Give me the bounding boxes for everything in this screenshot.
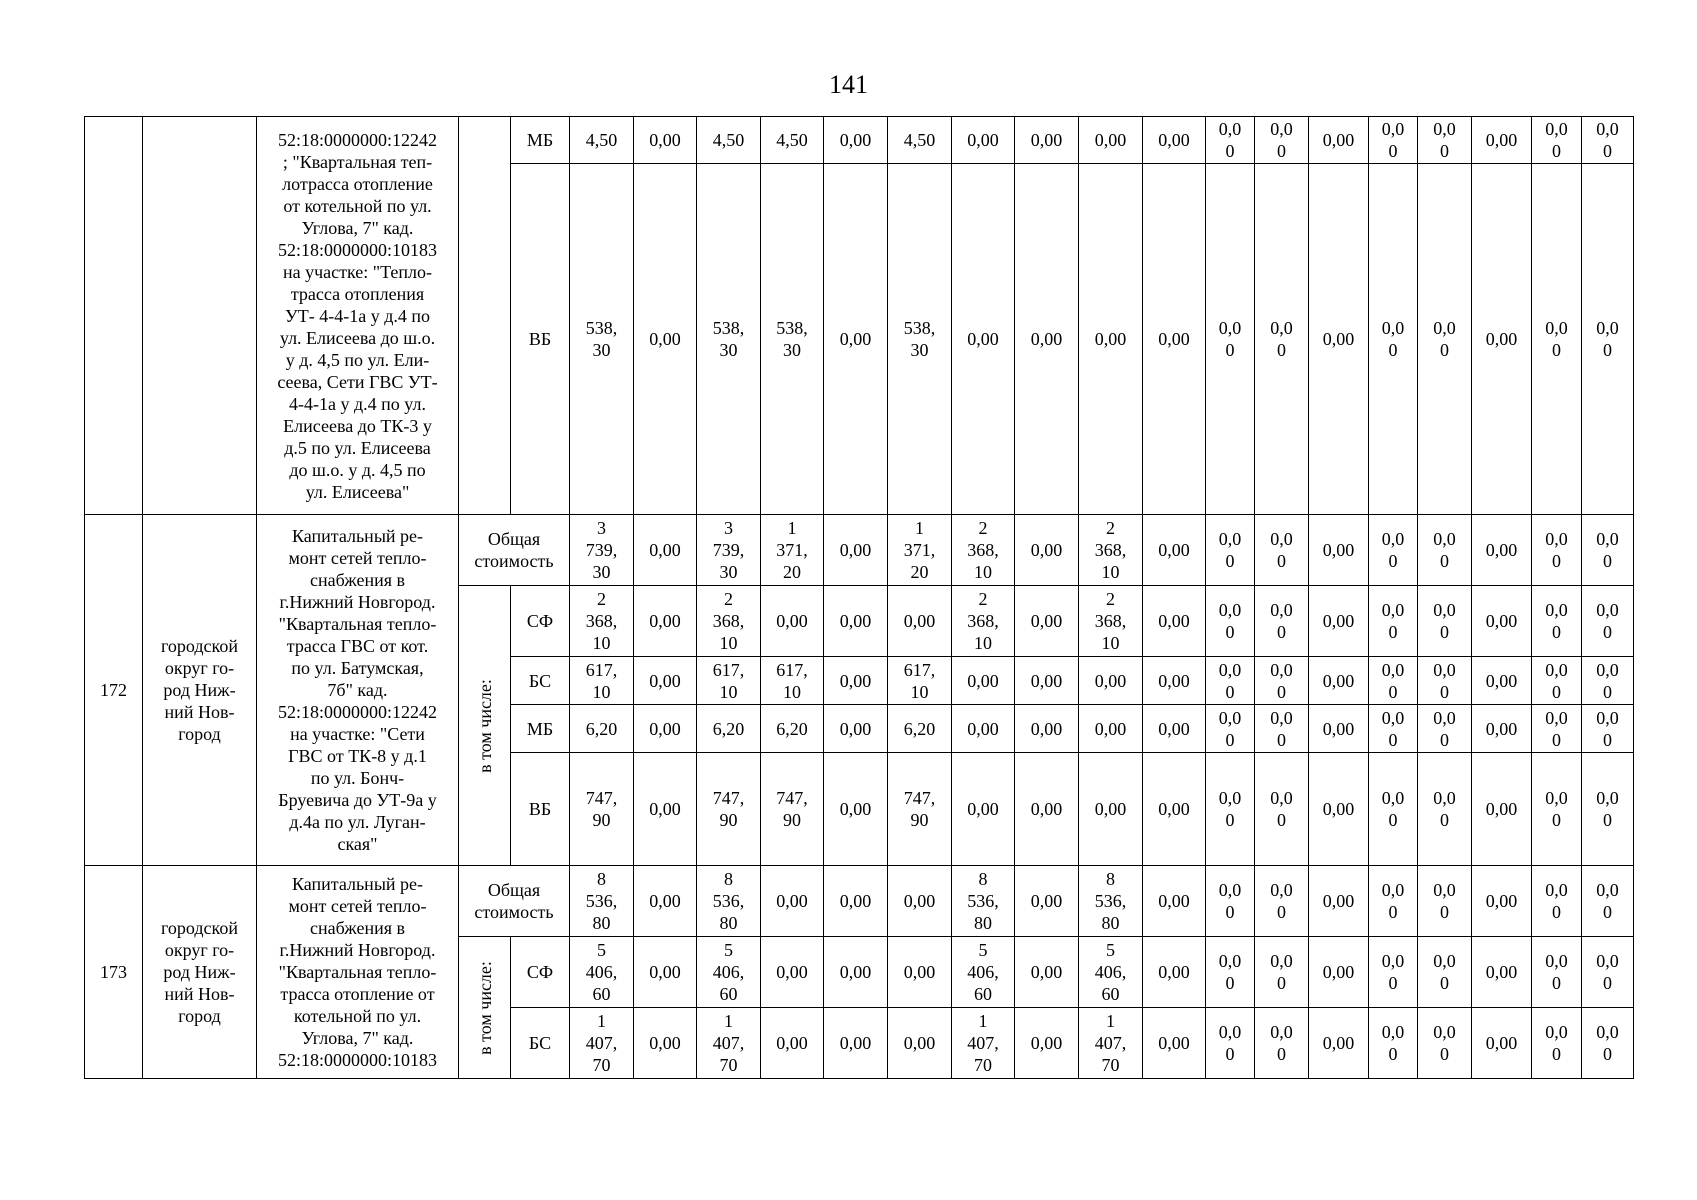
- row-number: [85, 117, 143, 515]
- value-cell: 0,0 0: [1532, 117, 1582, 164]
- value-cell: 0,0 0: [1255, 866, 1309, 937]
- value-cell: 0,0 0: [1418, 657, 1472, 705]
- value-cell: 538, 30: [761, 164, 824, 515]
- value-cell: 617, 10: [697, 657, 761, 705]
- value-cell: 0,0 0: [1532, 657, 1582, 705]
- value-cell: 0,00: [761, 866, 824, 937]
- municipality-cell: городской округ го- род Ниж- ний Нов- город: [143, 866, 257, 1079]
- municipality-cell: [143, 117, 257, 515]
- value-cell: 0,0 0: [1582, 586, 1634, 657]
- value-cell: 0,00: [1143, 657, 1206, 705]
- value-cell: 8 536, 80: [952, 866, 1015, 937]
- value-cell: 0,00: [634, 657, 697, 705]
- value-cell: 0,00: [1143, 866, 1206, 937]
- value-cell: 538, 30: [570, 164, 634, 515]
- value-cell: 0,00: [1079, 705, 1143, 753]
- value-cell: 0,00: [1015, 586, 1079, 657]
- value-cell: 1 407, 70: [1079, 1008, 1143, 1079]
- value-cell: 6,20: [570, 705, 634, 753]
- value-cell: 0,00: [1472, 117, 1532, 164]
- value-cell: 0,0 0: [1418, 515, 1472, 586]
- including-text: в том числе:: [474, 678, 495, 773]
- value-cell: 2 368, 10: [952, 515, 1015, 586]
- value-cell: 1 371, 20: [761, 515, 824, 586]
- value-cell: 0,0 0: [1206, 937, 1255, 1008]
- value-cell: 0,00: [1143, 586, 1206, 657]
- value-cell: 0,0 0: [1532, 866, 1582, 937]
- value-cell: 0,0 0: [1582, 164, 1634, 515]
- value-cell: 0,00: [824, 705, 888, 753]
- value-cell: 0,00: [952, 753, 1015, 866]
- value-cell: 0,0 0: [1418, 1008, 1472, 1079]
- value-cell: 617, 10: [888, 657, 952, 705]
- value-cell: 0,00: [634, 117, 697, 164]
- value-cell: 0,00: [761, 586, 824, 657]
- value-cell: 0,0 0: [1369, 164, 1418, 515]
- value-cell: 0,00: [1015, 705, 1079, 753]
- value-cell: 3 739, 30: [697, 515, 761, 586]
- value-cell: 0,00: [1472, 705, 1532, 753]
- value-cell: 5 406, 60: [697, 937, 761, 1008]
- value-cell: 0,00: [1079, 164, 1143, 515]
- value-cell: 0,00: [761, 937, 824, 1008]
- value-cell: 4,50: [888, 117, 952, 164]
- value-cell: 6,20: [888, 705, 952, 753]
- value-cell: 0,0 0: [1206, 657, 1255, 705]
- value-cell: 0,0 0: [1532, 515, 1582, 586]
- value-cell: 0,0 0: [1582, 117, 1634, 164]
- value-cell: 0,0 0: [1582, 515, 1634, 586]
- table-row: [85, 866, 1634, 937]
- value-cell: 0,0 0: [1532, 705, 1582, 753]
- value-cell: 0,0 0: [1369, 705, 1418, 753]
- value-cell: 0,00: [1309, 657, 1369, 705]
- value-cell: 6,20: [761, 705, 824, 753]
- value-cell: 0,00: [634, 753, 697, 866]
- value-cell: 8 536, 80: [697, 866, 761, 937]
- funding-source: МБ: [511, 117, 570, 164]
- funding-source: ВБ: [511, 753, 570, 866]
- value-cell: 0,0 0: [1369, 657, 1418, 705]
- value-cell: 5 406, 60: [570, 937, 634, 1008]
- value-cell: 0,00: [824, 1008, 888, 1079]
- value-cell: 0,0 0: [1369, 753, 1418, 866]
- value-cell: 0,00: [1309, 866, 1369, 937]
- value-cell: 0,0 0: [1206, 866, 1255, 937]
- value-cell: 1 407, 70: [952, 1008, 1015, 1079]
- value-cell: 0,00: [1079, 657, 1143, 705]
- value-cell: 0,00: [1472, 586, 1532, 657]
- value-cell: 0,00: [1309, 164, 1369, 515]
- funding-source: ВБ: [511, 164, 570, 515]
- value-cell: 0,0 0: [1369, 866, 1418, 937]
- value-cell: 4,50: [570, 117, 634, 164]
- value-cell: 6,20: [697, 705, 761, 753]
- value-cell: 0,0 0: [1418, 164, 1472, 515]
- value-cell: 0,0 0: [1206, 753, 1255, 866]
- including-label: [459, 586, 511, 866]
- value-cell: 0,0 0: [1418, 937, 1472, 1008]
- value-cell: 2 368, 10: [570, 586, 634, 657]
- value-cell: 0,0 0: [1206, 515, 1255, 586]
- funding-source: МБ: [511, 705, 570, 753]
- value-cell: 0,0 0: [1532, 586, 1582, 657]
- value-cell: 0,0 0: [1369, 586, 1418, 657]
- value-cell: 0,00: [1472, 515, 1532, 586]
- value-cell: 0,0 0: [1582, 657, 1634, 705]
- value-cell: 5 406, 60: [1079, 937, 1143, 1008]
- value-cell: 0,00: [888, 1008, 952, 1079]
- value-cell: 1 407, 70: [570, 1008, 634, 1079]
- total-label: Общая стоимость: [459, 866, 570, 937]
- value-cell: 0,00: [634, 937, 697, 1008]
- value-cell: 0,00: [1143, 164, 1206, 515]
- value-cell: 0,0 0: [1369, 117, 1418, 164]
- value-cell: 0,00: [1143, 753, 1206, 866]
- description-cell: Капитальный ре- монт сетей тепло- снабжения в г.Нижний Новгород. "Квартальная тепло- трасса ГВС от кот. по ул. Батумская, 7б" кад. 52:18:0000000:12242 на участке: "Сети ГВС от ТК-8 у д.1 по ул. Бонч- Бруевича до УТ-9а у д.4а по ул. Луган- ская": [257, 515, 459, 866]
- table-row: [85, 515, 1634, 586]
- value-cell: 0,00: [1015, 117, 1079, 164]
- value-cell: 3 739, 30: [570, 515, 634, 586]
- description-cell: 52:18:0000000:12242 ; "Квартальная теп- лотрасса отопление от котельной по ул. Углова, 7" кад. 52:18:0000000:10183 на участке: "Тепло- трасса отопления УТ- 4-4-1а у д.4 по ул. Елисеева до ш.о. у д. 4,5 по ул. Ели- сеева, Сети ГВС УТ- 4-4-1а у д.4 по ул. Елисеева до ТК-3 у д.5 по ул. Елисеева до ш.о. у д. 4,5 по ул. Елисеева": [257, 117, 459, 515]
- value-cell: 0,00: [1015, 515, 1079, 586]
- municipality-cell: городской округ го- род Ниж- ний Нов- город: [143, 515, 257, 866]
- funding-source: БС: [511, 1008, 570, 1079]
- value-cell: 0,00: [1309, 515, 1369, 586]
- value-cell: 0,00: [824, 753, 888, 866]
- funding-source: СФ: [511, 586, 570, 657]
- value-cell: 0,0 0: [1255, 753, 1309, 866]
- value-cell: 747, 90: [761, 753, 824, 866]
- description-cell: Капитальный ре- монт сетей тепло- снабжения в г.Нижний Новгород. "Квартальная тепло- трасса отопление от котельной по ул. Углова, 7" кад. 52:18:0000000:10183: [257, 866, 459, 1079]
- value-cell: 0,00: [1143, 117, 1206, 164]
- value-cell: 0,00: [1309, 937, 1369, 1008]
- value-cell: 5 406, 60: [952, 937, 1015, 1008]
- value-cell: 0,00: [1015, 866, 1079, 937]
- value-cell: 0,00: [824, 117, 888, 164]
- value-cell: 0,00: [634, 586, 697, 657]
- value-cell: 617, 10: [570, 657, 634, 705]
- value-cell: 0,00: [1309, 117, 1369, 164]
- value-cell: 2 368, 10: [1079, 586, 1143, 657]
- page-number: 141: [829, 70, 868, 99]
- value-cell: 0,0 0: [1206, 117, 1255, 164]
- blank-cell: [459, 117, 511, 515]
- value-cell: 0,00: [634, 515, 697, 586]
- value-cell: 1 407, 70: [697, 1008, 761, 1079]
- table-row: [85, 117, 1634, 164]
- value-cell: 0,0 0: [1206, 705, 1255, 753]
- value-cell: 0,0 0: [1418, 866, 1472, 937]
- value-cell: 0,00: [1015, 657, 1079, 705]
- value-cell: 0,00: [1472, 937, 1532, 1008]
- value-cell: 0,00: [1079, 117, 1143, 164]
- value-cell: 0,00: [634, 164, 697, 515]
- value-cell: 0,0 0: [1582, 753, 1634, 866]
- including-label: [459, 937, 511, 1079]
- value-cell: 0,00: [1143, 515, 1206, 586]
- value-cell: 0,00: [952, 657, 1015, 705]
- value-cell: 0,0 0: [1369, 1008, 1418, 1079]
- value-cell: 0,0 0: [1255, 1008, 1309, 1079]
- value-cell: 0,00: [1143, 1008, 1206, 1079]
- value-cell: 0,0 0: [1206, 164, 1255, 515]
- budget-table: [84, 116, 1634, 1079]
- value-cell: 0,0 0: [1418, 753, 1472, 866]
- value-cell: 0,00: [1472, 657, 1532, 705]
- value-cell: 0,00: [824, 164, 888, 515]
- funding-source: СФ: [511, 937, 570, 1008]
- value-cell: 0,00: [824, 515, 888, 586]
- value-cell: 4,50: [761, 117, 824, 164]
- value-cell: 0,0 0: [1255, 586, 1309, 657]
- value-cell: 0,0 0: [1206, 1008, 1255, 1079]
- value-cell: 0,00: [1472, 164, 1532, 515]
- value-cell: 617, 10: [761, 657, 824, 705]
- value-cell: 747, 90: [570, 753, 634, 866]
- funding-source: БС: [511, 657, 570, 705]
- value-cell: 0,00: [1015, 937, 1079, 1008]
- value-cell: 0,0 0: [1206, 586, 1255, 657]
- value-cell: 0,00: [634, 1008, 697, 1079]
- value-cell: 0,00: [888, 937, 952, 1008]
- value-cell: 0,0 0: [1255, 705, 1309, 753]
- value-cell: 0,0 0: [1418, 586, 1472, 657]
- row-number: 172: [85, 515, 143, 866]
- value-cell: 0,00: [1472, 753, 1532, 866]
- value-cell: 2 368, 10: [1079, 515, 1143, 586]
- value-cell: 0,00: [1015, 164, 1079, 515]
- value-cell: 747, 90: [888, 753, 952, 866]
- value-cell: 0,0 0: [1532, 164, 1582, 515]
- value-cell: 8 536, 80: [1079, 866, 1143, 937]
- value-cell: 538, 30: [888, 164, 952, 515]
- value-cell: 0,0 0: [1582, 1008, 1634, 1079]
- value-cell: 0,0 0: [1255, 515, 1309, 586]
- row-number: 173: [85, 866, 143, 1079]
- total-label: Общая стоимость: [459, 515, 570, 586]
- value-cell: 0,00: [824, 586, 888, 657]
- value-cell: 0,0 0: [1418, 705, 1472, 753]
- value-cell: 0,00: [824, 937, 888, 1008]
- value-cell: 0,00: [824, 657, 888, 705]
- value-cell: 538, 30: [697, 164, 761, 515]
- value-cell: 4,50: [697, 117, 761, 164]
- value-cell: 0,00: [634, 866, 697, 937]
- value-cell: 0,0 0: [1532, 753, 1582, 866]
- value-cell: 0,00: [888, 586, 952, 657]
- value-cell: 0,0 0: [1255, 657, 1309, 705]
- value-cell: 0,0 0: [1582, 937, 1634, 1008]
- value-cell: 0,00: [952, 705, 1015, 753]
- value-cell: 0,0 0: [1255, 117, 1309, 164]
- value-cell: 0,0 0: [1255, 164, 1309, 515]
- value-cell: 2 368, 10: [697, 586, 761, 657]
- value-cell: 1 371, 20: [888, 515, 952, 586]
- value-cell: 0,00: [761, 1008, 824, 1079]
- value-cell: 0,0 0: [1418, 117, 1472, 164]
- value-cell: 0,00: [888, 866, 952, 937]
- value-cell: 0,00: [634, 705, 697, 753]
- value-cell: 0,00: [1309, 1008, 1369, 1079]
- value-cell: 0,00: [952, 164, 1015, 515]
- value-cell: 0,00: [1472, 1008, 1532, 1079]
- value-cell: 0,0 0: [1532, 937, 1582, 1008]
- value-cell: 0,0 0: [1532, 1008, 1582, 1079]
- value-cell: 0,00: [1309, 753, 1369, 866]
- value-cell: 2 368, 10: [952, 586, 1015, 657]
- value-cell: 0,0 0: [1369, 937, 1418, 1008]
- value-cell: 0,00: [1015, 753, 1079, 866]
- value-cell: 0,00: [1143, 937, 1206, 1008]
- including-text: в том числе:: [474, 960, 495, 1055]
- value-cell: 8 536, 80: [570, 866, 634, 937]
- value-cell: 0,0 0: [1369, 515, 1418, 586]
- value-cell: 0,00: [1015, 1008, 1079, 1079]
- value-cell: 0,0 0: [1582, 705, 1634, 753]
- value-cell: 0,00: [1472, 866, 1532, 937]
- value-cell: 747, 90: [697, 753, 761, 866]
- value-cell: 0,00: [1309, 586, 1369, 657]
- value-cell: 0,0 0: [1582, 866, 1634, 937]
- value-cell: 0,00: [824, 866, 888, 937]
- value-cell: 0,00: [952, 117, 1015, 164]
- value-cell: 0,00: [1079, 753, 1143, 866]
- value-cell: 0,0 0: [1255, 937, 1309, 1008]
- value-cell: 0,00: [1143, 705, 1206, 753]
- value-cell: 0,00: [1309, 705, 1369, 753]
